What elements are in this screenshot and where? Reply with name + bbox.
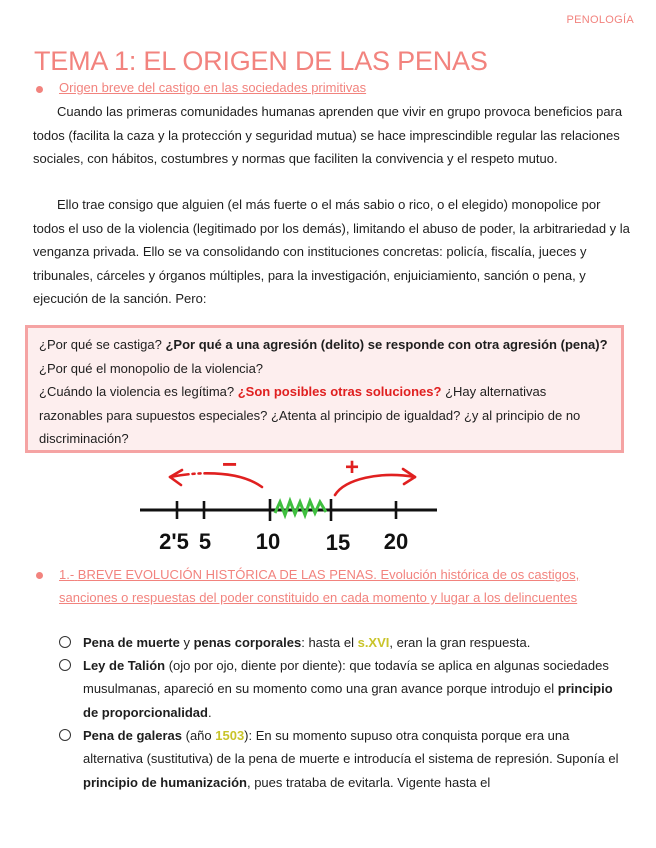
item-text: (ojo por ojo, diente por diente): que todavía se aplica en algunas sociedades musulmanas, apareció en su momento como una gran avance porque introdujo el — [83, 658, 609, 697]
item-term: penas corporales — [193, 635, 302, 650]
item-text: : hasta el — [301, 635, 358, 650]
item-term: Ley de Talión — [83, 658, 166, 673]
number-line-sketch — [130, 455, 450, 555]
p2-text: Ello trae consigo que alguien (el más fuerte o el más sabio o rico, o el elegido) monopolice por todos el uso de la violencia (legitimado por los demás), limitando el abuso de poder, la arbitrariedad y la venganza privada. Ello se va consolidando con instituciones concretas: policía, fiscalía, jueces y tribunales, cárceles y órganos múltiples, para la investigación, enjuiciamiento, sanción o pena, y ejecución de la sanción. Pero: — [33, 197, 630, 306]
section1-heading: Origen breve del castigo en las sociedades primitivas — [59, 80, 367, 95]
tick-label-10: 10 — [255, 529, 281, 554]
list-item-pena-de-muerte — [83, 631, 631, 654]
item-text: , eran la gran respuesta. — [389, 635, 531, 650]
item-text: , pues trataba de evitarla. Vigente hasta el — [246, 774, 491, 790]
question-1: ¿Por qué se castiga? — [39, 337, 162, 352]
minus-label: − — [222, 455, 238, 479]
item-term: principio de proporcionalidad — [83, 681, 613, 720]
tick-label-2-5: 2'5 — [159, 529, 189, 554]
tick-label-20: 20 — [383, 529, 409, 554]
item-term: Pena de muerte — [83, 635, 180, 650]
list-circle-icon — [59, 636, 71, 648]
item-text: (año — [182, 728, 216, 743]
section1-paragraph-1 — [33, 100, 631, 171]
tick-label-5: 5 — [198, 529, 212, 554]
list-item-pena-de-galeras — [83, 724, 631, 794]
bullet-dot — [36, 86, 43, 93]
question-5: ¿Son posibles otras soluciones? — [237, 384, 442, 399]
bullet-dot — [36, 572, 43, 579]
section2-heading-text: BREVE EVOLUCIÓN HISTÓRICA DE LAS PENAS. Evolución histórica de os castigos, sanciones o respuestas del poder constituido en cada momento y lugar a los delincuentes — [59, 567, 580, 605]
item-text: ): En su momento supuso otra conquista porque era una alternativa (sustitutiva) de la pena de muerte e introducía el sistema de represión. Suponía el — [83, 728, 619, 767]
questions-box — [25, 325, 624, 453]
list-item-ley-de-talion — [83, 654, 631, 724]
section1-paragraph-2 — [33, 193, 631, 311]
item-text: . — [207, 704, 212, 720]
p1-text: Cuando las primeras comunidades humanas aprenden que vivir en grupo provoca beneficios para todos (facilita la caza y la protección y seguridad mutua) se hace imprescindible regular las relaciones sociales, con hábitos, costumbres y normas que faciliten la convivencia y el respeto mutuo. — [33, 104, 623, 166]
item-highlight: s.XVI — [357, 635, 390, 650]
item-text: y — [179, 635, 194, 650]
item-term: principio de humanización — [83, 774, 247, 790]
plus-label: + — [345, 455, 360, 481]
item-term: Pena de galeras — [83, 728, 182, 743]
page-title: TEMA 1: EL ORIGEN DE LAS PENAS — [34, 46, 488, 76]
header-subject: PENOLOGÍA — [566, 14, 634, 26]
list-circle-icon — [59, 729, 71, 741]
question-6: ¿Hay alternativas razonables para supuestos especiales? ¿Atenta al principio de igualdad? ¿y al principio de no discriminación? — [39, 384, 581, 446]
green-range-mark — [275, 501, 326, 515]
tick-label-15: 15 — [325, 530, 351, 555]
list-circle-icon — [59, 659, 71, 671]
minus-arrow-icon — [170, 470, 262, 487]
question-4: ¿Cuándo la violencia es legítima? — [39, 384, 235, 399]
question-2: ¿Por qué a una agresión (delito) se responde con otra agresión (pena)? — [165, 337, 608, 352]
question-3: ¿Por qué el monopolio de la violencia? — [39, 360, 264, 376]
item-highlight: 1503 — [215, 728, 245, 743]
section2-heading — [59, 563, 629, 609]
section2-number: 1.- — [59, 567, 75, 582]
